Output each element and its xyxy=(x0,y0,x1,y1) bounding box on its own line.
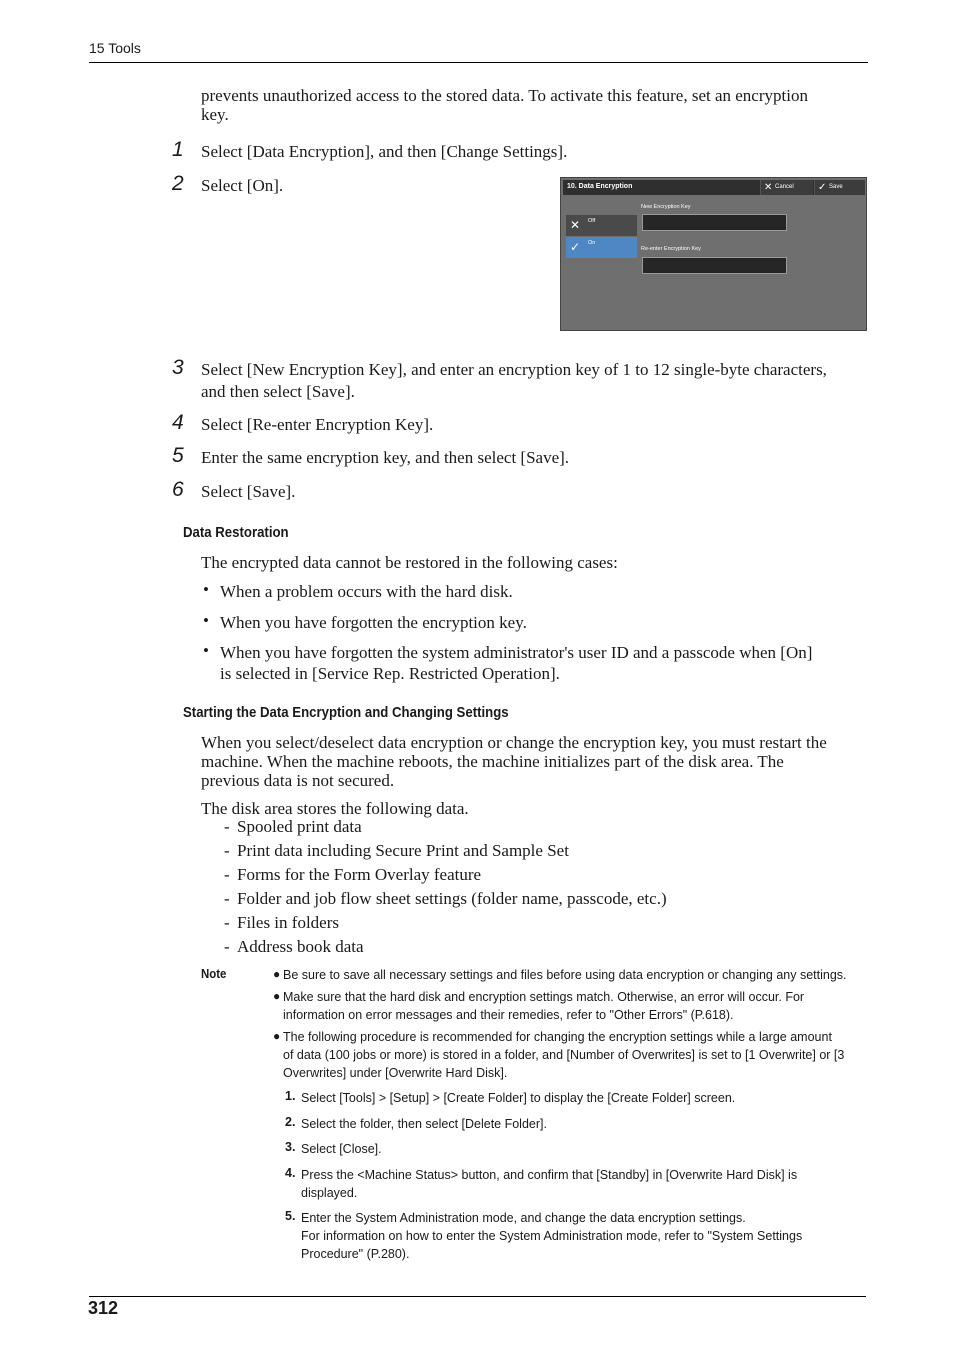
check-icon: ✓ xyxy=(570,240,581,254)
substep-3-number: 3. xyxy=(285,1140,296,1154)
restoration-bullet-2: When you have forgotten the encryption key. xyxy=(220,613,527,632)
bullet-icon: ● xyxy=(273,1029,281,1043)
step-4-number: 4 xyxy=(172,411,184,434)
step-4-text: Select [Re-enter Encryption Key]. xyxy=(201,415,434,434)
restoration-bullet-3-line-1: When you have forgotten the system administrator's user ID and a passcode when [On] xyxy=(220,643,813,662)
cancel-label: Cancel xyxy=(775,184,794,190)
substep-2-number: 2. xyxy=(285,1115,296,1129)
note-item-2-line-1: Make sure that the hard disk and encryption settings match. Otherwise, an error will occur. For xyxy=(283,990,805,1004)
step-1-text: Select [Data Encryption], and then [Change Settings]. xyxy=(201,142,568,161)
step-3-line-1: Select [New Encryption Key], and enter an encryption key of 1 to 12 single-byte characters, xyxy=(201,360,827,379)
option-on-label: On xyxy=(588,240,596,246)
step-3-line-2: and then select [Save]. xyxy=(201,382,355,401)
bullet-icon: • xyxy=(203,580,209,599)
disk-item-2: Print data including Secure Print and Sample Set xyxy=(237,841,569,860)
substep-5-number: 5. xyxy=(285,1209,296,1223)
starting-para-line-1: When you select/deselect data encryption or change the encryption key, you must restart the xyxy=(201,733,827,752)
save-label: Save xyxy=(829,184,843,190)
starting-para-line-3: previous data is not secured. xyxy=(201,771,395,790)
starting-encryption-heading: Starting the Data Encryption and Changing Settings xyxy=(183,704,509,721)
note-item-3-line-1: The following procedure is recommended for changing the encryption settings while a large amount xyxy=(283,1030,832,1044)
close-icon: ✕ xyxy=(570,218,581,232)
page-number: 312 xyxy=(88,1298,119,1318)
substep-4-line-2: displayed. xyxy=(301,1186,358,1200)
option-on[interactable] xyxy=(566,237,637,258)
bullet-icon: • xyxy=(203,641,209,660)
disk-item-4: Folder and job flow sheet settings (folder name, passcode, etc.) xyxy=(237,889,667,908)
option-off-label: Off xyxy=(588,218,596,224)
disk-item-6: Address book data xyxy=(237,937,364,956)
substep-5-line-1: Enter the System Administration mode, and change the data encryption settings. xyxy=(301,1211,746,1225)
substep-4-line-1: Press the <Machine Status> button, and confirm that [Standby] in [Overwrite Hard Disk] is xyxy=(301,1168,798,1182)
running-header: 15 Tools xyxy=(89,40,141,56)
note-item-1: Be sure to save all necessary settings and files before using data encryption or changing any settings. xyxy=(283,968,847,982)
substep-1-text: Select [Tools] > [Setup] > [Create Folder] to display the [Create Folder] screen. xyxy=(301,1091,736,1105)
note-item-3-line-3: Overwrites] under [Overwrite Hard Disk]. xyxy=(283,1066,508,1080)
data-restoration-heading: Data Restoration xyxy=(183,524,289,541)
substep-4-number: 4. xyxy=(285,1166,296,1180)
dash-marker: - xyxy=(224,913,230,932)
bullet-icon: ● xyxy=(273,989,281,1003)
disk-item-5: Files in folders xyxy=(237,913,339,932)
disk-area-intro: The disk area stores the following data. xyxy=(201,799,469,818)
substep-1-number: 1. xyxy=(285,1089,296,1103)
note-item-2-line-2: information on error messages and their remedies, refer to "Other Errors" (P.618). xyxy=(283,1008,734,1022)
bullet-icon: • xyxy=(203,611,209,630)
save-button[interactable] xyxy=(814,180,865,195)
cancel-button[interactable] xyxy=(760,180,813,195)
step-6-number: 6 xyxy=(172,478,184,501)
new-key-label: New Encryption Key xyxy=(641,204,691,210)
starting-para-line-2: machine. When the machine reboots, the machine initializes part of the disk area. The xyxy=(201,752,784,771)
substep-5-line-2: For information on how to enter the System Administration mode, refer to "System Settings xyxy=(301,1229,803,1243)
footer-rule xyxy=(89,1296,866,1297)
substep-3-text: Select [Close]. xyxy=(301,1142,382,1156)
dash-marker: - xyxy=(224,937,230,956)
dash-marker: - xyxy=(224,841,230,860)
substep-2-text: Select the folder, then select [Delete Folder]. xyxy=(301,1117,547,1131)
screen-title: 10. Data Encryption xyxy=(567,183,633,190)
close-icon: ✕ xyxy=(764,182,773,193)
intro-line-1: prevents unauthorized access to the stored data. To activate this feature, set an encryption xyxy=(201,86,808,105)
dash-marker: - xyxy=(224,889,230,908)
intro-line-2: key. xyxy=(201,105,229,124)
restoration-bullet-1: When a problem occurs with the hard disk. xyxy=(220,582,513,601)
step-2-text: Select [On]. xyxy=(201,176,284,195)
restoration-intro: The encrypted data cannot be restored in the following cases: xyxy=(201,553,618,572)
step-5-text: Enter the same encryption key, and then select [Save]. xyxy=(201,448,570,467)
note-label: Note xyxy=(201,966,227,981)
data-encryption-screen xyxy=(560,177,867,331)
reenter-encryption-key-field[interactable] xyxy=(642,257,787,274)
dash-marker: - xyxy=(224,817,230,836)
step-3-number: 3 xyxy=(172,356,184,379)
dash-marker: - xyxy=(224,865,230,884)
step-5-number: 5 xyxy=(172,444,184,467)
option-off[interactable] xyxy=(566,215,637,236)
step-1-number: 1 xyxy=(172,138,184,161)
disk-item-3: Forms for the Form Overlay feature xyxy=(237,865,482,884)
check-icon: ✓ xyxy=(818,182,827,193)
bullet-icon: ● xyxy=(273,967,281,981)
restoration-bullet-3-line-2: is selected in [Service Rep. Restricted Operation]. xyxy=(220,664,560,683)
header-rule xyxy=(89,62,868,63)
substep-5-line-3: Procedure" (P.280). xyxy=(301,1247,410,1261)
reenter-key-label: Re-enter Encryption Key xyxy=(641,246,701,252)
step-2-number: 2 xyxy=(172,172,184,195)
disk-item-1: Spooled print data xyxy=(237,817,362,836)
step-6-text: Select [Save]. xyxy=(201,482,296,501)
new-encryption-key-field[interactable] xyxy=(642,214,787,231)
note-item-3-line-2: of data (100 jobs or more) is stored in a folder, and [Number of Overwrites] is set to [1 Overwrite] or [3 xyxy=(283,1048,845,1062)
